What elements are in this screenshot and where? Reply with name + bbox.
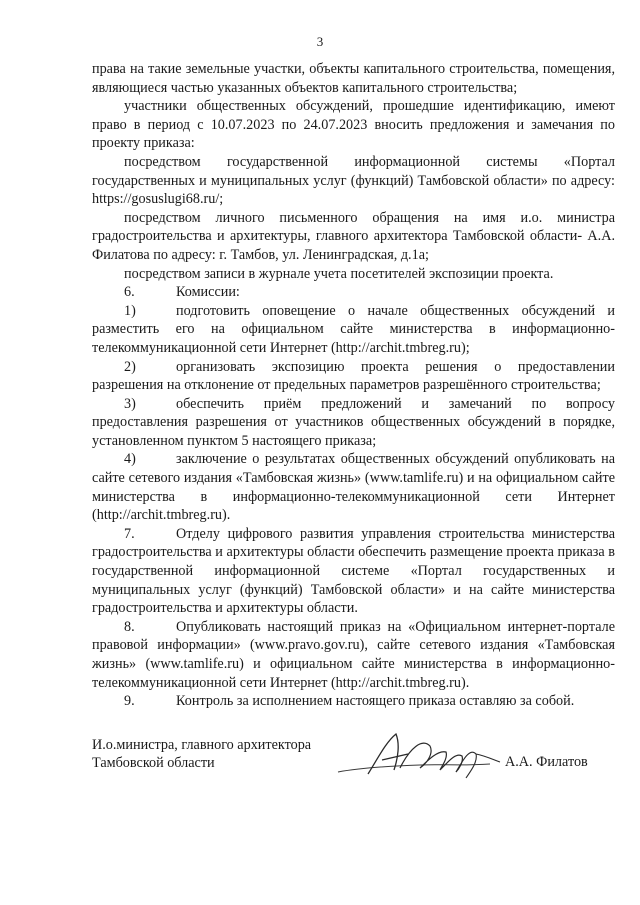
item-text: подготовить оповещение о начале общественных обсуждений и разместить его на официальном сайте министерства в информационно-телекоммуникационной сети Интернет (http://archit.tmbreg.ru); (92, 302, 615, 356)
item-6-2 (92, 358, 615, 395)
signatory-name: А.А. Филатов (505, 754, 588, 770)
item-6-3 (92, 395, 615, 451)
signatory-title (92, 736, 311, 772)
paragraph-portal: посредством государственной информационной системы «Портал государственных и муниципальных услуг (функций) Тамбовской области» по адресу: https://gosuslugi68.ru/; (92, 153, 615, 208)
item-number: 9. (124, 693, 135, 710)
item-number: 8. (124, 618, 135, 635)
page-number: 3 (316, 34, 324, 49)
item-number: 6. (124, 284, 135, 301)
paragraph-participants: участники общественных обсуждений, прошедшие идентификацию, имеют право в период с 10.07.2023 по 24.07.2023 вносить предложения и замечания по проекту приказа: (92, 98, 615, 152)
item-6 (92, 283, 615, 302)
item-6-1 (92, 302, 615, 358)
handwritten-signature (330, 728, 505, 786)
item-6-4 (92, 450, 615, 524)
paragraph-continuation: права на такие земельные участки, объекты капитального строительства, помещения, являющиеся частью указанных объектов капитального строительства; (92, 61, 615, 96)
item-number: 2) (124, 358, 136, 375)
item-number: 4) (124, 451, 136, 468)
item-8 (92, 618, 615, 692)
paragraph-journal: посредством записи в журнале учета посетителей экспозиции проекта. (124, 265, 554, 282)
item-text: Отделу цифрового развития управления строительства министерства градостроительства и архитектуры области обеспечить размещение проекта приказа в государственной информационной системе «Портал государственных и муниципальных услуг (функций) Тамбовской области» и на сайте министерства градостроительства и архитектуры области. (92, 525, 615, 617)
signatory-title-line1: И.о.министра, главного архитектора (92, 737, 312, 753)
item-7 (92, 525, 615, 618)
item-number: 3) (124, 395, 136, 412)
item-text: Контроль за исполнением настоящего приказа оставляю за собой. (176, 693, 575, 710)
item-text: заключение о результатах общественных обсуждений опубликовать на сайте сетевого издания «Тамбовская жизнь» (www.tamlife.ru) и на официальном сайте министерства в информационно-телекоммуникационной сети Интернет (http://archit.tmbreg.ru). (92, 451, 615, 524)
document-body (92, 60, 615, 711)
item-text: Опубликовать настоящий приказ на «Официальном интернет-портале правовой информации» (www.pravo.gov.ru), сайте сетевого издания «Тамбовская жизнь» (www.tamlife.ru) и официальном сайте министерства в информационно-телекоммуникационной сети Интернет (http://archit.tmbreg.ru). (92, 618, 615, 691)
signatory-title-line2: Тамбовской области (92, 755, 215, 771)
paragraph-letter: посредством личного письменного обращения на имя и.о. министра градостроительства и архитектуры, главного архитектора Тамбовской области- А.А. Филатова по адресу: г. Тамбов, ул. Ленинградская, д.1а; (92, 209, 615, 263)
item-text: Комиссии: (176, 284, 240, 301)
item-text: организовать экспозицию проекта решения о предоставлении разрешения на отклонение от предельных параметров разрешённого строительства; (92, 358, 615, 394)
item-9 (92, 692, 615, 711)
item-text: обеспечить приём предложений и замечаний по вопросу предоставления разрешения от участников общественных обсуждений в порядке, установленном пунктом 5 настоящего приказа; (92, 395, 615, 449)
item-number: 1) (124, 302, 136, 319)
item-number: 7. (124, 525, 135, 542)
